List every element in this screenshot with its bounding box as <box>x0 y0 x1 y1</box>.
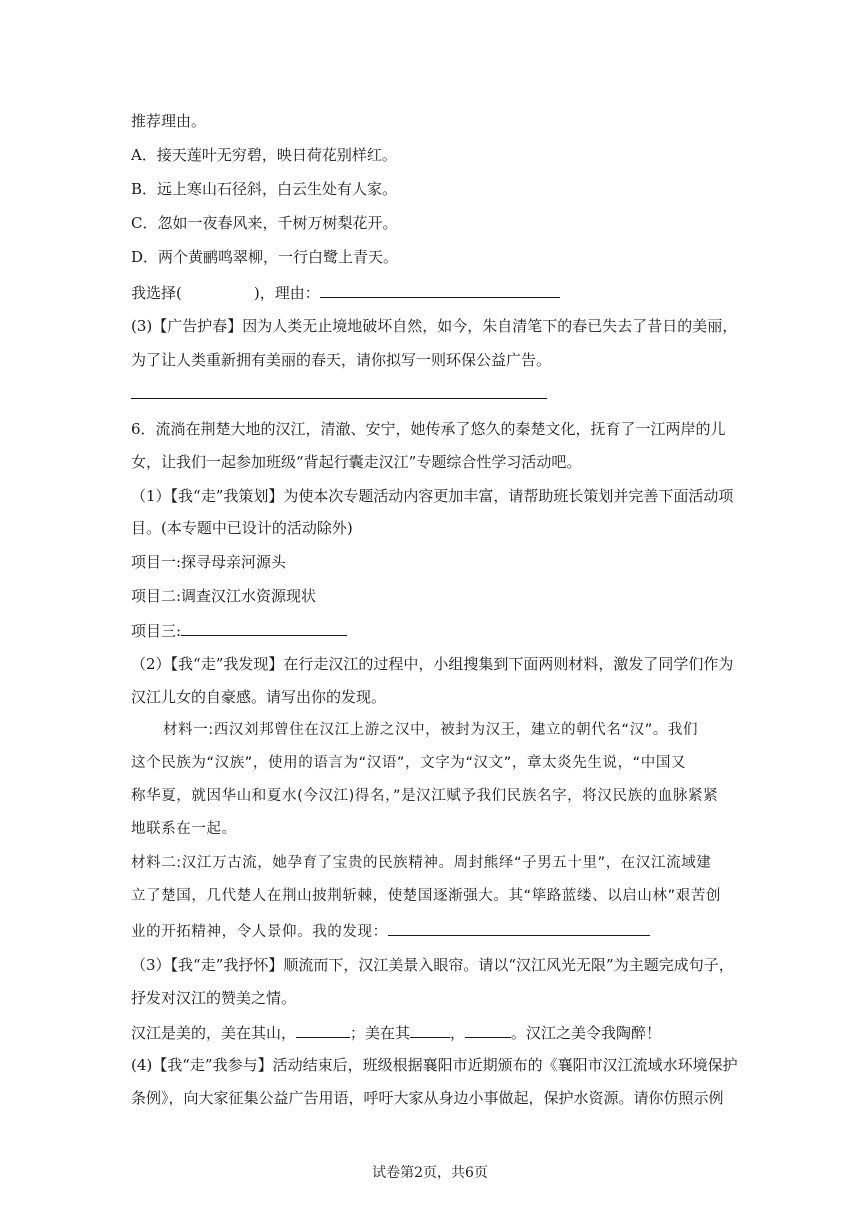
sentence-blank-2[interactable] <box>410 1022 450 1038</box>
q6-project1: 项目一:探寻母亲河源头 <box>131 553 287 571</box>
q6-intro-line1: 6．流淌在荆楚大地的汉江，清澈、安宁，她传承了悠久的秦楚文化，抚育了一江两岸的儿 <box>131 420 726 438</box>
choice-prefix: 我选择( <box>131 284 182 302</box>
q6-part2-line2: 汉江儿女的自豪感。请写出你的发现。 <box>131 688 387 706</box>
sentence-blank-3[interactable] <box>465 1022 511 1038</box>
q6-part3-sentence <box>131 1022 735 1043</box>
q5-part3-line2: 为了让人类重新拥有美丽的春天，请你拟写一则环保公益广告。 <box>131 351 552 369</box>
q5-option-b: B．远上寒山石径斜，白云生处有人家。 <box>131 180 398 198</box>
sentence-part-d: 。汉江之美令我陶醉！ <box>511 1024 662 1042</box>
project3-label: 项目三: <box>131 622 182 640</box>
q5-part3-line1: (3)【广告护春】因为人类无止境地破坏自然，如今，朱自清笔下的春已失去了昔日的美丽， <box>131 317 738 335</box>
q6-part4-line2: 条例》，向大家征集公益广告用语，呼吁大家从身边小事做起，保护水资源。请你仿照示例 <box>131 1089 724 1107</box>
material1-line1: 材料一:西汉刘邦曾住在汉江上游之汉中，被封为汉王，建立的朝代名“汉”。我们 <box>163 722 699 738</box>
q5-option-d: D．两个黄鹂鸣翠柳，一行白鹭上青天。 <box>131 248 399 266</box>
q6-part2-line1: （2）【我“走”我发现】在行走汉江的过程中，小组搜集到下面两则材料，激发了同学们作为 <box>131 655 734 673</box>
q6-part1-line1: （1）【我“走”我策划】为使本次专题活动内容更加丰富，请帮助班长策划并完善下面活动项 <box>131 487 734 505</box>
q5-option-c: C．忽如一夜春风来，千树万树梨花开。 <box>131 214 398 232</box>
material1-line2: 这个民族为“汉族”，使用的语言为“汉语”，文字为“汉文”，章太炎先生说，“中国又 <box>131 755 687 771</box>
discovery-prompt: 业的开拓精神，令人景仰。我的发现： <box>131 924 388 940</box>
q6-part1-line2: 目。(本专题中已设计的活动除外) <box>131 519 353 537</box>
material1-line4: 地联系在一起。 <box>131 821 237 837</box>
q5-prompt-tail: 推荐理由。 <box>131 112 207 130</box>
sentence-part-a: 汉江是美的，美在其山， <box>131 1024 297 1042</box>
material2-line3 <box>131 920 735 942</box>
sentence-part-b: ；美在其 <box>350 1024 411 1042</box>
q6-part4-line1: (4)【我“走”我参与】活动结束后，班级根据襄阳市近期颁布的《襄阳市汉江流域水环境保护 <box>131 1056 738 1074</box>
sentence-blank-1[interactable] <box>296 1022 350 1038</box>
page-footer: 试卷第2页，共6页 <box>372 1165 488 1181</box>
q5-option-a: A．接天莲叶无穷碧，映日荷花别样红。 <box>131 146 397 164</box>
choice-middle: )，理由： <box>253 284 320 302</box>
q6-intro-line2: 女，让我们一起参加班级“背起行囊走汉江”专题综合性学习活动吧。 <box>131 453 582 471</box>
discovery-answer-line[interactable] <box>388 920 650 936</box>
q5-choice-line <box>131 282 735 303</box>
sentence-part-c: ， <box>450 1024 466 1042</box>
material1-line3: 称华夏，就因华山和夏水(今汉江)得名，”是汉江赋予我们民族名字，将汉民族的血脉紧紧 <box>131 788 719 804</box>
reason-answer-line[interactable] <box>320 282 560 298</box>
ad-answer-line[interactable] <box>131 398 547 399</box>
q6-project3 <box>131 620 735 641</box>
material2-line2: 立了楚国，几代楚人在荆山披荆斩棘，使楚国逐渐强大。其“筚路蓝缕、以启山林”艰苦创 <box>131 888 722 904</box>
q6-part3-line1: （3）【我“走”我抒怀】顺流而下，汉江美景入眼帘。请以“汉江风光无限”为主题完成句子， <box>131 956 734 974</box>
q6-part3-line2: 抒发对汉江的赞美之情。 <box>131 989 297 1007</box>
q6-project2: 项目二:调查汉江水资源现状 <box>131 587 317 605</box>
material2-line1: 材料二:汉江万古流，她孕育了宝贵的民族精神。周封熊绎“子男五十里”，在汉江流域建 <box>131 855 712 871</box>
project3-answer-line[interactable] <box>181 620 347 636</box>
